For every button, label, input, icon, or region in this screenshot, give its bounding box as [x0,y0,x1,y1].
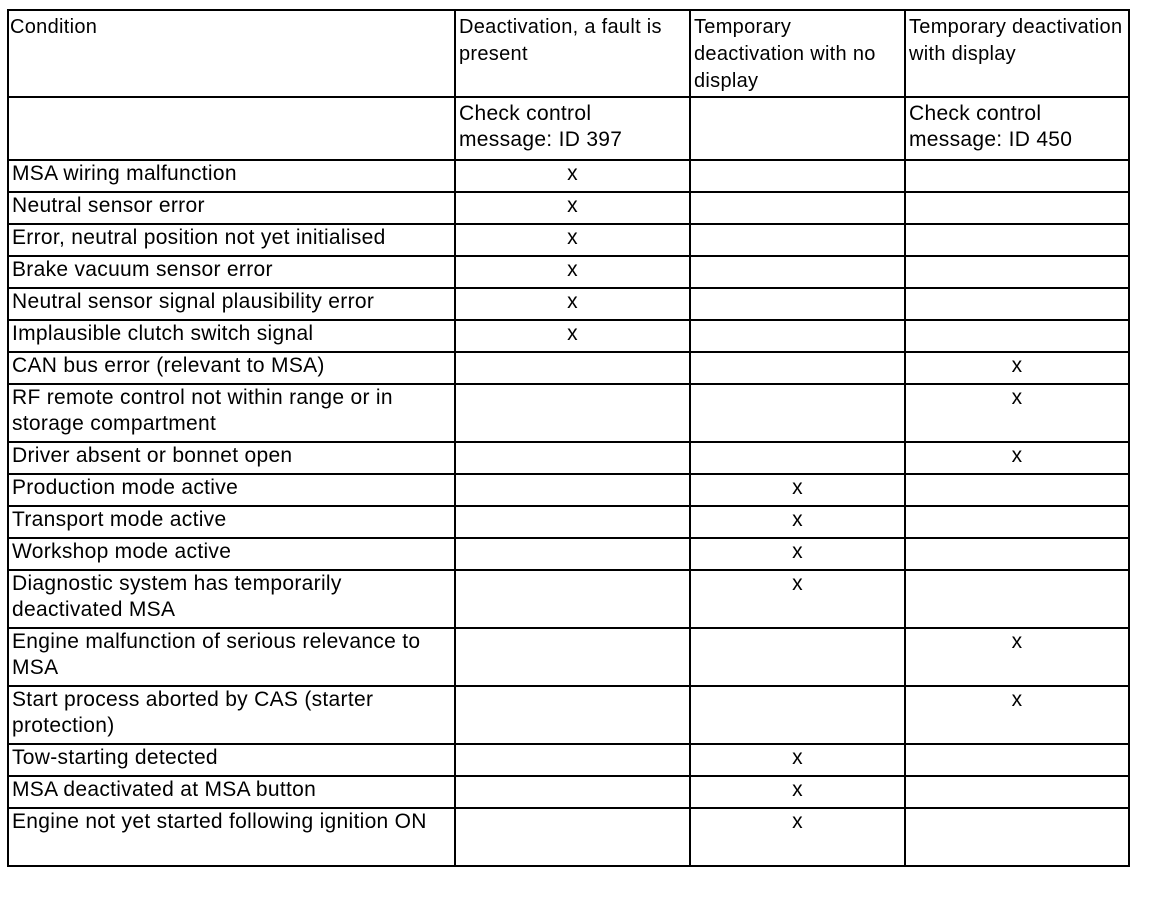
mark-temporary-no-display [690,686,905,744]
message-row [8,97,1129,160]
mark-temporary-display: x [905,352,1129,384]
mark-temporary-display [905,288,1129,320]
condition-label: Tow-starting detected [8,744,455,776]
table-row [8,808,1129,866]
mark-temporary-no-display [690,384,905,442]
mark-temporary-display: x [905,686,1129,744]
mark-temporary-no-display: x [690,474,905,506]
mark-temporary-display [905,256,1129,288]
condition-label: Start process aborted by CAS (starter protection) [8,686,455,744]
mark-deactivation-fault: x [455,288,690,320]
mark-temporary-display [905,320,1129,352]
mark-temporary-display: x [905,384,1129,442]
mark-temporary-no-display: x [690,506,905,538]
mark-temporary-no-display [690,442,905,474]
condition-label: Driver absent or bonnet open [8,442,455,474]
table-row [8,442,1129,474]
mark-deactivation-fault [455,538,690,570]
table-row [8,224,1129,256]
header-condition: Condition [8,10,455,97]
condition-label: Production mode active [8,474,455,506]
table-row [8,570,1129,628]
mark-temporary-display [905,570,1129,628]
header-temporary-no-display: Temporary deactivation with no display [690,10,905,97]
mark-temporary-no-display [690,224,905,256]
mark-temporary-no-display [690,628,905,686]
mark-temporary-no-display [690,192,905,224]
mark-deactivation-fault [455,686,690,744]
message-empty-cell [8,97,455,160]
condition-label: Engine malfunction of serious relevance to MSA [8,628,455,686]
table-row [8,160,1129,192]
table-row [8,352,1129,384]
condition-label: Neutral sensor signal plausibility error [8,288,455,320]
table-row [8,320,1129,352]
mark-temporary-display [905,224,1129,256]
mark-temporary-no-display [690,352,905,384]
mark-temporary-display: x [905,628,1129,686]
mark-deactivation-fault: x [455,224,690,256]
mark-temporary-no-display: x [690,570,905,628]
mark-deactivation-fault: x [455,320,690,352]
table-row [8,776,1129,808]
mark-temporary-no-display [690,288,905,320]
condition-label: CAN bus error (relevant to MSA) [8,352,455,384]
mark-deactivation-fault [455,352,690,384]
mark-deactivation-fault [455,384,690,442]
mark-temporary-no-display: x [690,776,905,808]
table-row [8,506,1129,538]
condition-label: Transport mode active [8,506,455,538]
condition-label: Workshop mode active [8,538,455,570]
condition-label: Engine not yet started following ignition ON [8,808,455,866]
header-row [8,10,1129,97]
message-id-450: Check control message: ID 450 [905,97,1129,160]
table-row [8,628,1129,686]
table-row [8,744,1129,776]
mark-temporary-display [905,744,1129,776]
table-row [8,384,1129,442]
mark-deactivation-fault: x [455,256,690,288]
mark-deactivation-fault [455,570,690,628]
condition-label: Neutral sensor error [8,192,455,224]
mark-deactivation-fault: x [455,192,690,224]
mark-temporary-no-display: x [690,744,905,776]
mark-temporary-no-display: x [690,808,905,866]
condition-label: Brake vacuum sensor error [8,256,455,288]
mark-temporary-no-display [690,256,905,288]
mark-temporary-display [905,474,1129,506]
mark-deactivation-fault [455,744,690,776]
mark-temporary-display [905,506,1129,538]
header-deactivation-fault: Deactivation, a fault is present [455,10,690,97]
mark-deactivation-fault [455,628,690,686]
mark-deactivation-fault [455,474,690,506]
condition-label: Implausible clutch switch signal [8,320,455,352]
condition-label: MSA wiring malfunction [8,160,455,192]
header-temporary-display: Temporary deactivation with display [905,10,1129,97]
msa-deactivation-table [7,9,1130,867]
condition-label: Error, neutral position not yet initialised [8,224,455,256]
mark-temporary-display [905,776,1129,808]
mark-deactivation-fault [455,442,690,474]
mark-temporary-display: x [905,442,1129,474]
table-row [8,686,1129,744]
table-row [8,538,1129,570]
message-empty-cell [690,97,905,160]
condition-label: Diagnostic system has temporarily deactivated MSA [8,570,455,628]
mark-deactivation-fault [455,506,690,538]
mark-deactivation-fault [455,776,690,808]
mark-temporary-no-display [690,320,905,352]
mark-temporary-display [905,192,1129,224]
table-row [8,288,1129,320]
mark-deactivation-fault: x [455,160,690,192]
mark-temporary-display [905,538,1129,570]
mark-deactivation-fault [455,808,690,866]
table-row [8,192,1129,224]
message-id-397: Check control message: ID 397 [455,97,690,160]
mark-temporary-display [905,160,1129,192]
table-row [8,256,1129,288]
mark-temporary-no-display: x [690,538,905,570]
condition-label: MSA deactivated at MSA button [8,776,455,808]
table-row [8,474,1129,506]
condition-label: RF remote control not within range or in storage compartment [8,384,455,442]
mark-temporary-display [905,808,1129,866]
mark-temporary-no-display [690,160,905,192]
